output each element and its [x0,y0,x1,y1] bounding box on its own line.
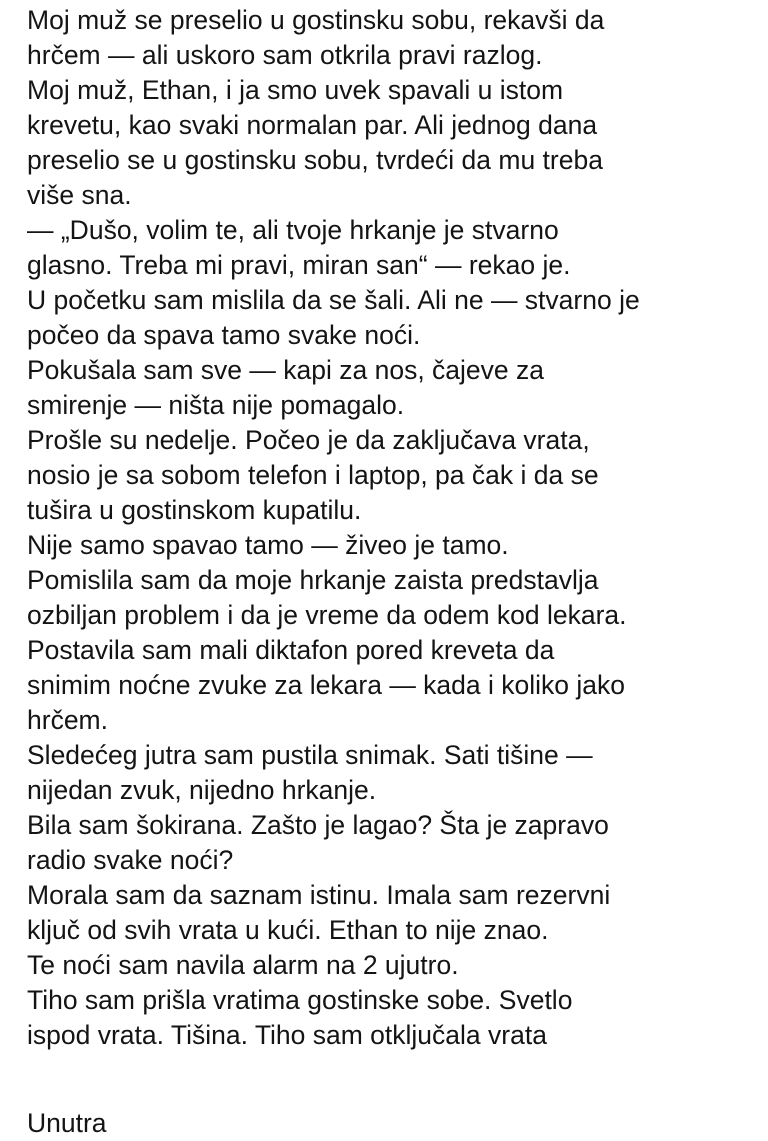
paragraph-8: Pomislila sam da moje hrkanje zaista predstavlja ozbiljan problem i da je vreme da odem kod lekara. [27,565,627,630]
cut-off-text-line [27,1106,227,1138]
paragraph-13: Te noći sam navila alarm na 2 ujutro. [27,950,459,980]
paragraph-14: Tiho sam prišla vratima gostinske sobe. Svetlo ispod vrata. Tišina. Tiho sam otključala vrata [27,985,573,1050]
paragraph-6: Prošle su nedelje. Počeo je da zaključava vrata, nosio je sa sobom telefon i laptop, pa čak i da se tušira u gostinskom kupatilu. [27,425,599,525]
paragraph-9: Postavila sam mali diktafon pored kreveta da snimim noćne zvuke za lekara — kada i koliko jako hrčem. [27,635,625,735]
paragraph-4: U početku sam mislila da se šali. Ali ne — stvarno je počeo da spava tamo svake noći. [27,285,640,350]
post-text [27,3,762,1053]
paragraph-7: Nije samo spavao tamo — živeo je tamo. [27,530,509,560]
paragraph-2: Moj muž, Ethan, i ja smo uvek spavali u istom krevetu, kao svaki normalan par. Ali jednog dana preselio se u gostinsku sobu, tvrdeći da mu treba više sna. [27,75,603,210]
paragraph-3: — „Dušo, volim te, ali tvoje hrkanje je stvarno glasno. Treba mi pravi, miran san“ — rekao je. [27,215,571,280]
paragraph-12: Morala sam da saznam istinu. Imala sam rezervni ključ od svih vrata u kući. Ethan to nije znao. [27,880,611,945]
paragraph-5: Pokušala sam sve — kapi za nos, čajeve za smirenje — ništa nije pomagalo. [27,355,544,420]
paragraph-11: Bila sam šokirana. Zašto je lagao? Šta je zapravo radio svake noći? [27,810,609,875]
cut-off-text: Unutra [27,1108,107,1138]
paragraph-1: Moj muž se preselio u gostinsku sobu, rekavši da hrčem — ali uskoro sam otkrila pravi razlog. [27,5,605,70]
paragraph-10: Sledećeg jutra sam pustila snimak. Sati tišine — nijedan zvuk, nijedno hrkanje. [27,740,593,805]
